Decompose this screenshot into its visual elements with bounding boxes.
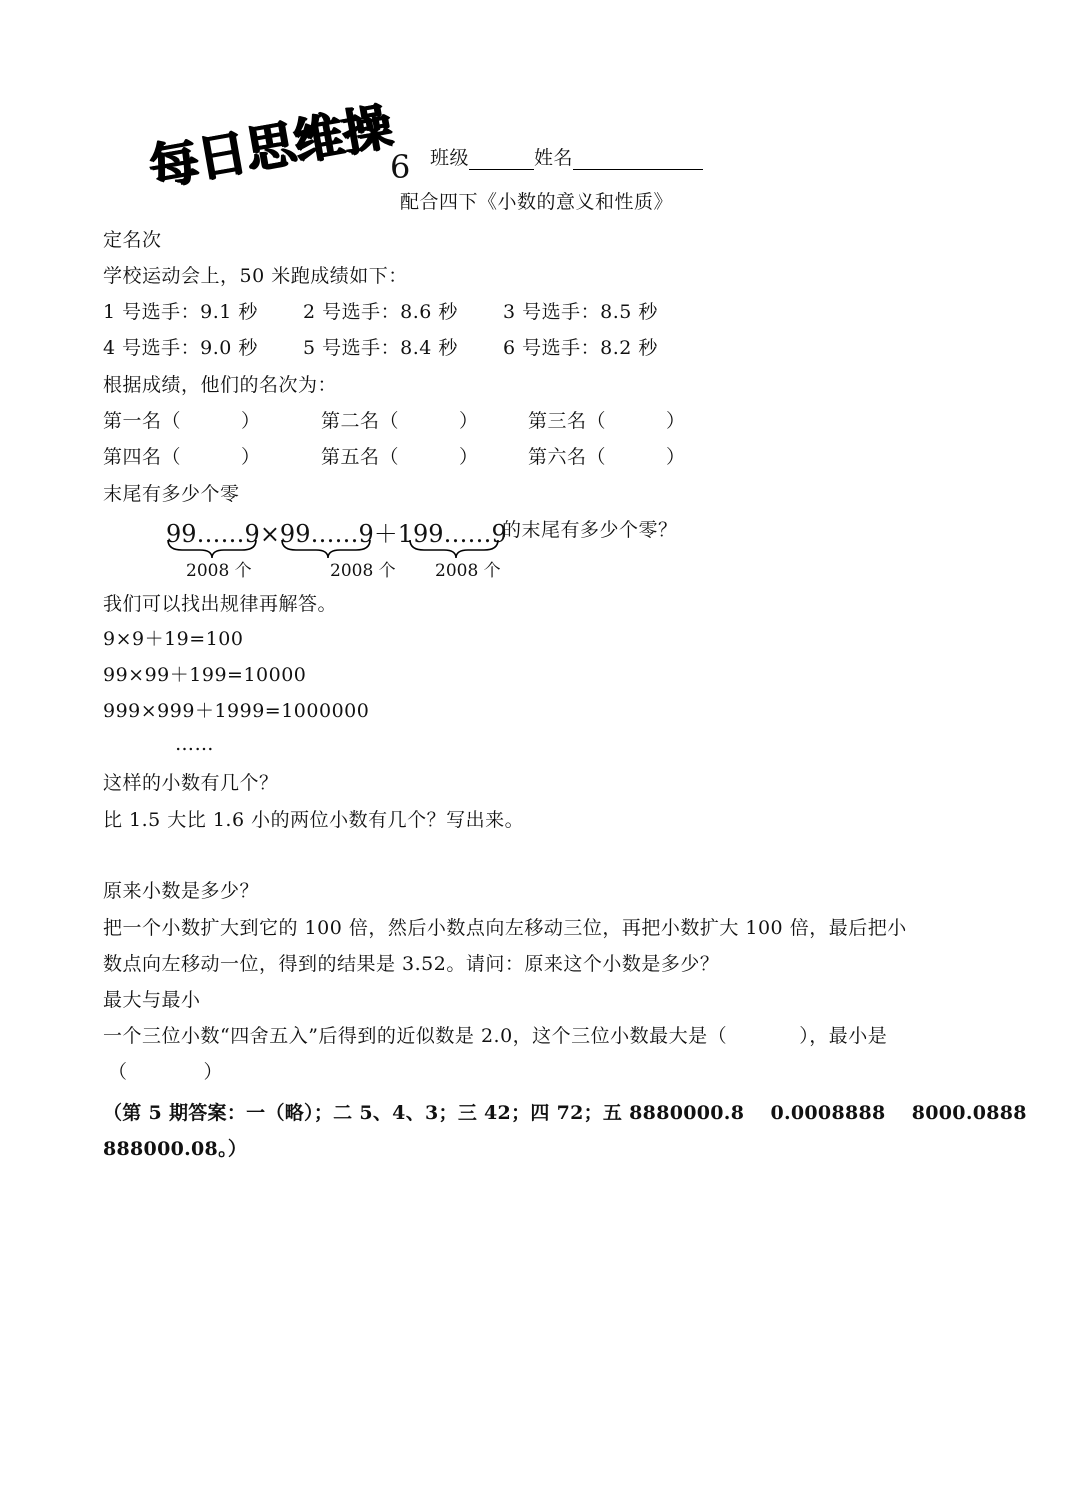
rank-cell[interactable]: 第四名（ ） xyxy=(103,446,261,468)
rank-cell[interactable]: 第三名（ ） xyxy=(528,410,686,432)
pattern-line: 999×999＋1999=1000000 xyxy=(103,700,370,722)
rank-cell[interactable]: 第五名（ ） xyxy=(321,446,479,468)
pattern-line: 9×9＋19=100 xyxy=(103,628,244,650)
answers-line2: 888000.08。） xyxy=(103,1138,248,1160)
section5-line2: （ ） xyxy=(108,1061,224,1083)
expr-times: × xyxy=(259,520,280,548)
section3-question: 比 1.5 大比 1.6 小的两位小数有几个？写出来。 xyxy=(103,809,525,831)
expr-part3: 199……9 xyxy=(397,520,507,548)
header-fields xyxy=(430,146,703,170)
issue-number: 6 xyxy=(390,148,411,186)
rank-cell[interactable]: 第二名（ ） xyxy=(321,410,479,432)
section1-title: 定名次 xyxy=(103,229,162,251)
result-cell: 1 号选手：9.1 秒 xyxy=(103,301,258,323)
result-row-1 xyxy=(103,300,658,324)
result-cell: 2 号选手：8.6 秒 xyxy=(303,301,458,323)
logo-title: 每日思维操 xyxy=(144,97,396,198)
brace-label-2: 2008 个 xyxy=(330,561,396,581)
pattern-ellipsis: …… xyxy=(175,733,214,755)
section1-prompt: 根据成绩，他们的名次为： xyxy=(103,374,338,396)
rank-cell[interactable]: 第六名（ ） xyxy=(528,446,686,468)
rank-row-2 xyxy=(103,445,686,469)
section5-title: 最大与最小 xyxy=(103,989,201,1011)
pattern-line: 99×99＋199=10000 xyxy=(103,664,307,686)
result-cell: 4 号选手：9.0 秒 xyxy=(103,337,258,359)
brace-label-3: 2008 个 xyxy=(435,561,501,581)
section4-title: 原来小数是多少？ xyxy=(103,880,260,902)
section5-line1: 一个三位小数“四舍五入”后得到的近似数是 2.0，这个三位小数最大是（ ），最小是 xyxy=(103,1025,888,1047)
result-cell: 5 号选手：8.4 秒 xyxy=(303,337,458,359)
section4-line2: 数点向左移动一位，得到的结果是 3.52。请问：原来这个小数是多少？ xyxy=(103,953,720,975)
section2-title: 末尾有多少个零 xyxy=(103,483,240,505)
result-cell: 6 号选手：8.2 秒 xyxy=(503,337,658,359)
section4-line1: 把一个小数扩大到它的 100 倍，然后小数点向左移动三位，再把小数扩大 100 倍，最后把小 xyxy=(103,917,907,939)
section3-title: 这样的小数有几个？ xyxy=(103,772,279,794)
expr-part1: 99……9 xyxy=(166,520,260,548)
section2-hint: 我们可以找出规律再解答。 xyxy=(103,593,338,615)
class-blank[interactable] xyxy=(469,147,534,170)
subtitle: 配合四下《小数的意义和性质》 xyxy=(400,191,674,213)
section1-intro: 学校运动会上，50 米跑成绩如下： xyxy=(103,265,408,287)
brace-label-1: 2008 个 xyxy=(186,561,252,581)
result-cell: 3 号选手：8.5 秒 xyxy=(503,301,658,323)
expr-plus: ＋ xyxy=(373,520,398,548)
rank-cell[interactable]: 第一名（ ） xyxy=(103,410,261,432)
result-row-2 xyxy=(103,336,658,360)
answers-line1: （第 5 期答案：一（略）；二 5、4、3；三 42；四 72；五 8880000.8 0.0008888 8000.0888 xyxy=(103,1102,1027,1124)
class-label: 班级 xyxy=(430,147,470,169)
name-label: 姓名 xyxy=(534,147,574,169)
expr-part2: 99……9 xyxy=(279,520,374,548)
rank-row-1 xyxy=(103,409,686,433)
expr-tail: 的末尾有多少个零？ xyxy=(502,519,678,541)
name-blank[interactable] xyxy=(573,147,703,170)
